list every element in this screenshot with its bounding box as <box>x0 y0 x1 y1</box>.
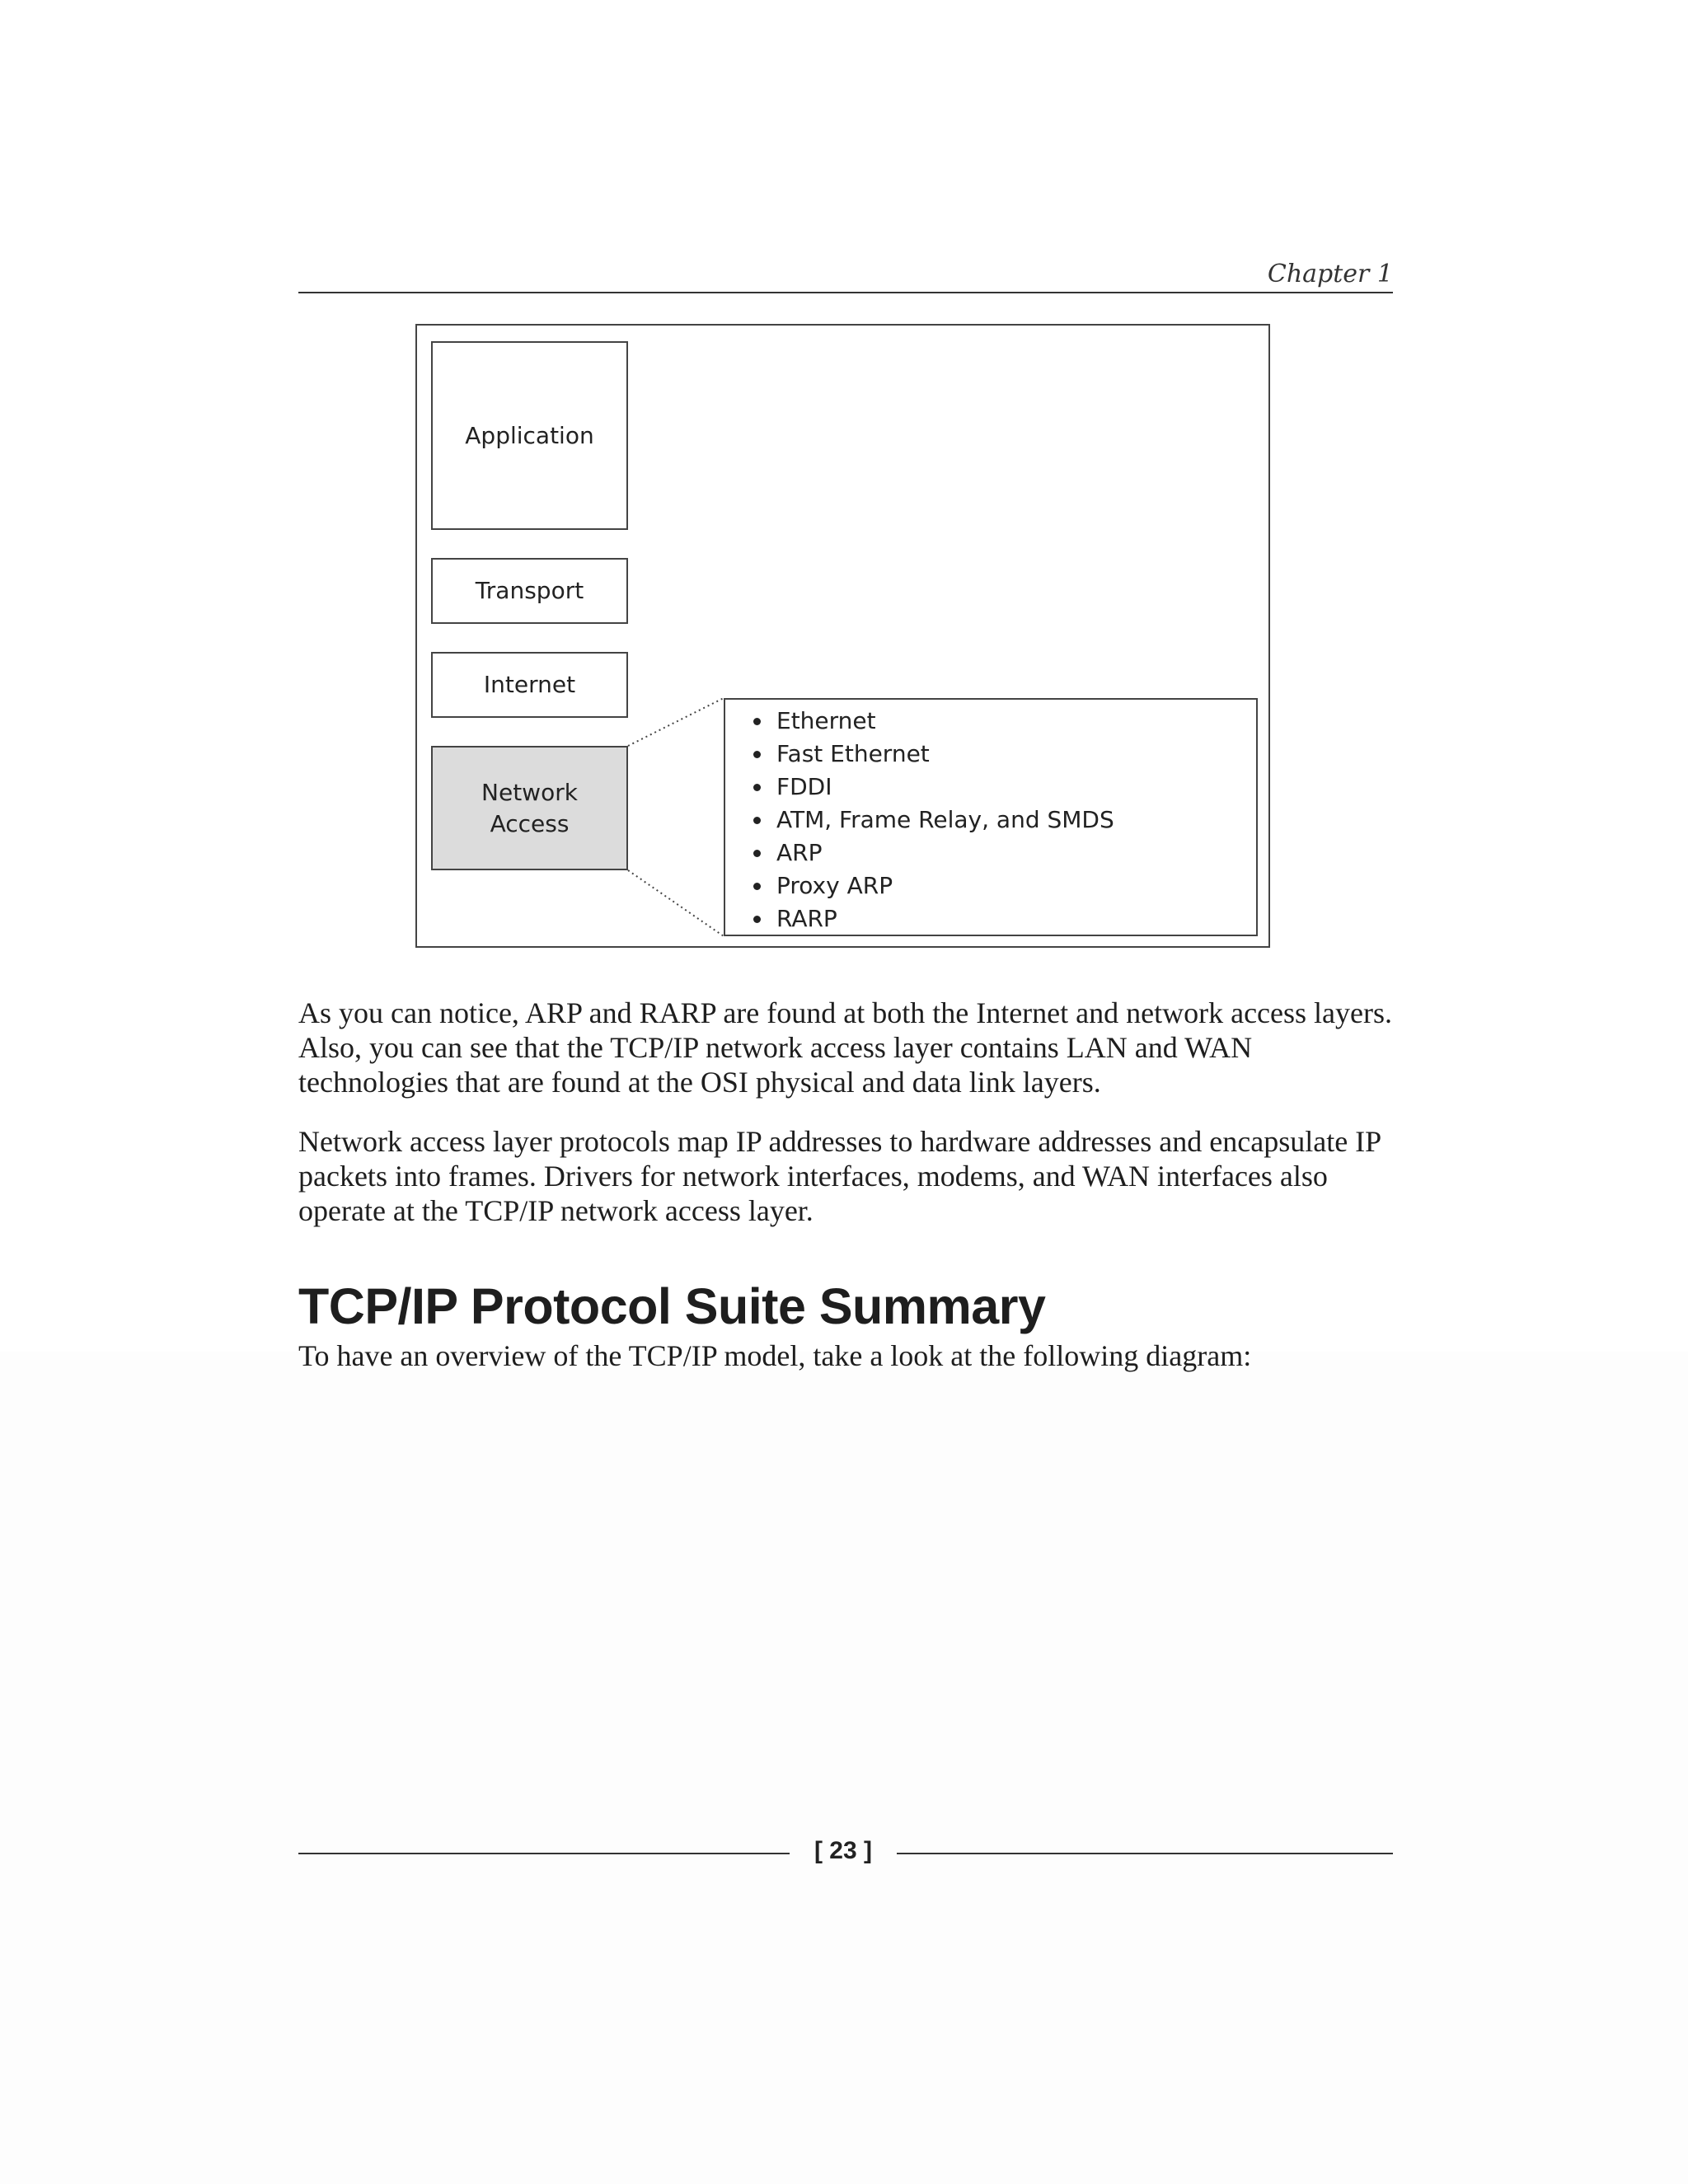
application-layer-label: Application <box>465 421 594 449</box>
paragraph-network-access-protocols: Network access layer protocols map IP addresses to hardware addresses and encapsulate IP packets into frames. Drivers for network interfaces, modems, and WAN interfaces also operate at the TCP/IP network access layer. <box>298 1125 1381 1227</box>
bullet-icon <box>753 850 761 857</box>
bullet-icon <box>753 916 761 923</box>
bullet-icon <box>753 784 761 791</box>
connector-line-top <box>628 698 724 746</box>
list-item: Fast Ethernet <box>750 738 1256 771</box>
technology-list <box>725 700 1256 935</box>
network-access-label-line1: Network <box>481 778 578 806</box>
transport-layer-label: Transport <box>475 577 584 605</box>
section-heading: TCP/IP Protocol Suite Summary <box>298 1278 1046 1334</box>
network-access-label-line2: Access <box>490 809 570 837</box>
list-item: RARP <box>750 902 1256 935</box>
bullet-icon <box>753 817 761 824</box>
list-item: ATM, Frame Relay, and SMDS <box>750 804 1256 837</box>
page-lower-background <box>0 1352 1688 2184</box>
connector-line-bottom <box>628 870 724 936</box>
bullet-icon <box>753 718 761 725</box>
paragraph-arp-rarp: As you can notice, ARP and RARP are found at both the Internet and network access layers. Also, you can see that the TCP/IP network access layer contains LAN and WAN technologies that are found at the OSI physical and data link layers. <box>298 996 1392 1099</box>
tcpip-layer-diagram <box>415 324 1270 948</box>
transport-layer-box <box>431 558 628 624</box>
list-item: ARP <box>750 837 1256 869</box>
internet-layer-box <box>431 652 628 718</box>
network-access-layer-label <box>481 777 578 840</box>
footer-rule-left <box>298 1853 790 1854</box>
network-access-layer-box <box>431 746 628 870</box>
internet-layer-label: Internet <box>483 671 576 699</box>
list-item: Proxy ARP <box>750 869 1256 902</box>
page-number: [ 23 ] <box>814 1837 873 1864</box>
application-layer-box <box>431 341 628 530</box>
bullet-icon <box>753 883 761 890</box>
footer-rule-right <box>897 1853 1393 1854</box>
network-access-technologies-box <box>724 698 1258 936</box>
header-rule <box>298 292 1393 293</box>
bullet-icon <box>753 751 761 758</box>
list-item: FDDI <box>750 771 1256 804</box>
list-item: Ethernet <box>750 705 1256 738</box>
paragraph-overview: To have an overview of the TCP/IP model, take a look at the following diagram: <box>298 1339 1252 1372</box>
running-head: Chapter 1 <box>1267 260 1393 288</box>
